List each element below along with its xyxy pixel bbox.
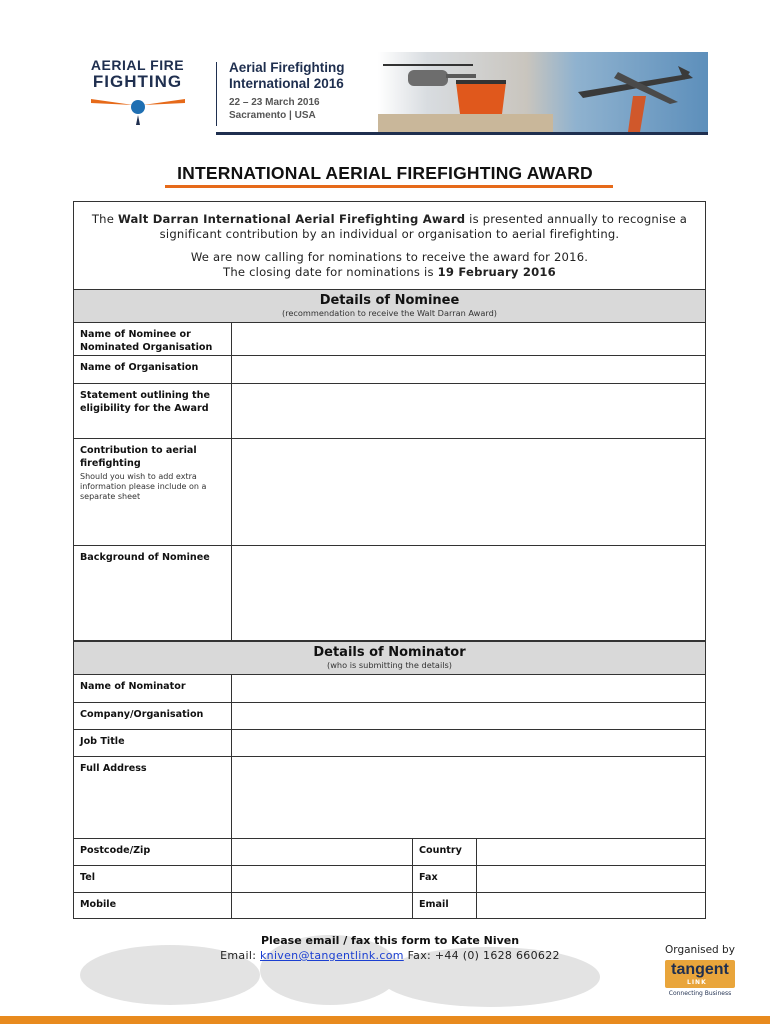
nominator-subheading: (who is submitting the details) [327,660,452,670]
contribution-row [74,439,705,546]
background-row [74,546,705,641]
header-divider [216,62,217,126]
nominee-name-row [74,323,705,356]
tel-fax-row [74,866,705,893]
mobile-label: Mobile [74,893,232,919]
event-info [229,60,379,122]
company-field[interactable] [232,703,705,729]
footer-email-label: Email: [220,949,257,962]
event-title-2: International 2016 [229,76,344,91]
organiser-block [660,944,740,997]
intro-p2-pre: The closing date for nominations is [223,265,438,279]
footer-email-link[interactable]: kniven@tangentlink.com [260,949,404,962]
logo-drop-icon [83,91,193,127]
event-location: Sacramento | USA [229,110,316,121]
logo-line-1: AERIAL FIRE [90,57,185,73]
nominee-org-field[interactable] [232,356,705,383]
company-row [74,703,705,730]
organiser-tagline: Connecting Business [668,990,732,997]
footer-contact [0,949,770,962]
page-title: INTERNATIONAL AERIAL FIREFIGHTING AWARD [177,163,593,183]
footer-fax: Fax: +44 (0) 1628 660622 [407,949,560,962]
contribution-label-cell [74,439,232,545]
organised-by-label: Organised by [665,944,735,956]
logo-sub: LINK [687,979,707,986]
tangent-link-logo [665,960,735,988]
postcode-field[interactable] [232,839,413,865]
aerial-firefighting-logo [80,58,195,128]
contribution-note: Should you wish to add extra information please include on a separate sheet [80,472,207,501]
intro-p2-line1: We are now calling for nominations to receive the award for 2016. [190,250,589,264]
fax-field[interactable] [477,866,705,892]
job-title-field[interactable] [232,730,705,756]
intro-paragraph-2 [74,250,705,280]
closing-date: 19 February 2016 [437,265,556,279]
background-field[interactable] [232,546,705,640]
nominee-section-header [74,289,705,323]
nominee-org-row [74,356,705,384]
job-title-row [74,730,705,757]
title-underline [165,185,613,188]
nominator-name-field[interactable] [232,675,705,702]
intro-p1-pre: The [91,212,118,226]
award-form [73,201,706,919]
event-dates: 22 – 23 March 2016 [229,97,320,108]
country-label: Country [413,839,477,865]
nominator-name-row [74,675,705,703]
email-label: Email [413,893,477,919]
intro-text [74,202,705,290]
fax-label: Fax [413,866,477,892]
contribution-label: Contribution to aerial firefighting [80,445,197,469]
award-name: Walt Darran International Aerial Firefighting Award [117,212,466,226]
nominee-name-label: Name of Nominee or Nominated Organisation [74,323,232,355]
statement-label: Statement outlining the eligibility for the Award [74,384,232,438]
header-underline [216,132,708,135]
nominator-section-header [74,641,705,675]
nominee-heading: Details of Nominee [319,293,460,308]
nominator-name-label: Name of Nominator [74,675,232,702]
address-label: Full Address [74,757,232,838]
footer-bar [0,1016,770,1024]
intro-p1-post: is presented annually to recognise a significant contribution by an individual or organisation to aerial firefighting. [159,212,688,241]
header-photo-banner [378,52,708,132]
postcode-country-row [74,839,705,866]
event-title-1: Aerial Firefighting [229,60,345,75]
contribution-field[interactable] [232,439,705,545]
background-label: Background of Nominee [74,546,232,640]
tel-label: Tel [74,866,232,892]
nominee-subheading: (recommendation to receive the Walt Darran Award) [282,308,497,318]
nominee-name-field[interactable] [232,323,705,355]
intro-paragraph-1 [74,202,705,242]
nominee-org-label: Name of Organisation [74,356,232,383]
address-row [74,757,705,839]
logo-name: tangent [671,961,729,978]
company-label: Company/Organisation [74,703,232,729]
address-field[interactable] [232,757,705,838]
header [0,0,770,140]
postcode-label: Postcode/Zip [74,839,232,865]
job-title-label: Job Title [74,730,232,756]
country-field[interactable] [477,839,705,865]
nominator-heading: Details of Nominator [313,645,466,660]
statement-field[interactable] [232,384,705,438]
footer-instruction: Please email / fax this form to Kate Niven [260,934,520,947]
logo-line-2: FIGHTING [92,72,183,91]
world-map-watermark [60,915,620,1015]
tel-field[interactable] [232,866,413,892]
statement-row [74,384,705,439]
